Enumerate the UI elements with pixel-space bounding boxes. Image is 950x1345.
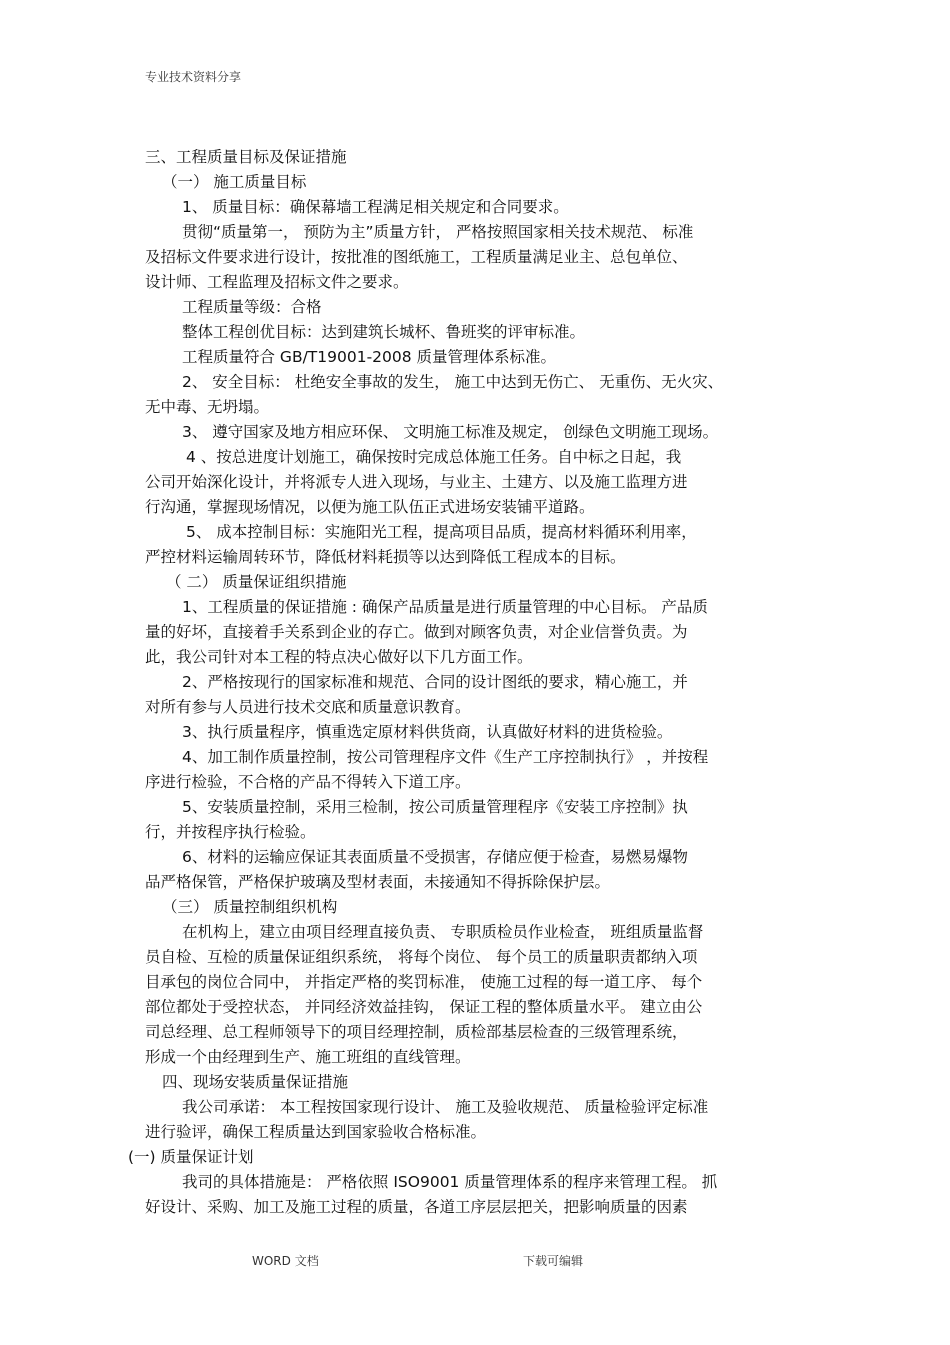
paragraph-line: 我司的具体措施是： 严格依照 ISO9001 质量管理体系的程序来管理工程。 抓 <box>182 1173 718 1191</box>
paragraph-line: 好设计、采购、加工及施工过程的质量，各道工序层层把关，把影响质量的因素 <box>145 1198 688 1216</box>
paragraph-line: 5、安装质量控制，采用三检制，按公司质量管理程序《安装工序控制》执 <box>182 798 688 816</box>
page-header: 专业技术资料分享 <box>145 70 242 84</box>
paragraph-line: 序进行检验，不合格的产品不得转入下道工序。 <box>145 773 471 791</box>
paragraph-line: 公司开始深化设计，并将派专人进入现场，与业主、土建方、以及施工监理方进 <box>145 473 688 491</box>
subsection-heading: （ 二） 质量保证组织措施 <box>166 573 347 591</box>
paragraph-line: 行沟通，掌握现场情况，以便为施工队伍正式进场安装铺平道路。 <box>145 498 595 516</box>
paragraph-line: 无中毒、无坍塌。 <box>145 398 270 416</box>
paragraph-line: 1、工程质量的保证措施 : 确保产品质量是进行质量管理的中心目标。 产品质 <box>182 598 708 616</box>
paragraph-line: 进行验评，确保工程质量达到国家验收合格标准。 <box>145 1123 487 1141</box>
paragraph-line: 严控材料运输周转环节，降低材料耗损等以达到降低工程成本的目标。 <box>145 548 626 566</box>
subsection-heading: （三） 质量控制组织机构 <box>162 898 338 916</box>
footer-right: 下载可编辑 <box>523 1254 584 1268</box>
paragraph-line: 司总经理、总工程师领导下的项目经理控制，质检部基层检查的三级管理系统， <box>145 1023 688 1041</box>
paragraph-line: 3、 遵守国家及地方相应环保、 文明施工标准及规定， 创绿色文明施工现场。 <box>182 423 719 441</box>
paragraph-line: 贯彻“质量第一， 预防为主”质量方针， 严格按照国家相关技术规范、 标准 <box>182 223 694 241</box>
paragraph-line: 工程质量符合 GB/T19001-2008 质量管理体系标准。 <box>182 348 557 366</box>
paragraph-line: 品严格保管，严格保护玻璃及型材表面，未接通知不得拆除保护层。 <box>145 873 611 891</box>
paragraph-line: 对所有参与人员进行技术交底和质量意识教育。 <box>145 698 471 716</box>
paragraph-line: 整体工程创优目标：达到建筑长城杯、鲁班奖的评审标准。 <box>182 323 586 341</box>
paragraph-line: 我公司承诺： 本工程按国家现行设计、 施工及验收规范、 质量检验评定标准 <box>182 1098 709 1116</box>
paragraph-line: 此，我公司针对本工程的特点决心做好以下几方面工作。 <box>145 648 533 666</box>
section-heading: 三、工程质量目标及保证措施 <box>145 148 347 166</box>
paragraph-line: 工程质量等级：合格 <box>182 298 322 316</box>
paragraph-line: 1、 质量目标：确保幕墙工程满足相关规定和合同要求。 <box>182 198 569 216</box>
paragraph-line: 4、加工制作质量控制，按公司管理程序文件《生产工序控制执行》 ，并按程 <box>182 748 709 766</box>
subsection-heading: (一) 质量保证计划 <box>128 1148 254 1166</box>
paragraph-line: 量的好坏，直接着手关系到企业的存亡。做到对顾客负责，对企业信誉负责。为 <box>145 623 688 641</box>
paragraph-line: 6、材料的运输应保证其表面质量不受损害，存储应便于检查，易燃易爆物 <box>182 848 688 866</box>
paragraph-line: 及招标文件要求进行设计，按批准的图纸施工，工程质量满足业主、总包单位、 <box>145 248 688 266</box>
paragraph-line: 设计师、工程监理及招标文件之要求。 <box>145 273 409 291</box>
paragraph-line: 5、 成本控制目标：实施阳光工程，提高项目品质，提高材料循环利用率， <box>186 523 697 541</box>
paragraph-line: 3、执行质量程序，慎重选定原材料供货商，认真做好材料的进货检验。 <box>182 723 673 741</box>
paragraph-line: 目承包的岗位合同中， 并指定严格的奖罚标准， 使施工过程的每一道工序、 每个 <box>145 973 703 991</box>
section-heading: 四、现场安装质量保证措施 <box>162 1073 349 1091</box>
subsection-heading: （一） 施工质量目标 <box>162 173 307 191</box>
paragraph-line: 4 、按总进度计划施工，确保按时完成总体施工任务。自中标之日起，我 <box>186 448 682 466</box>
paragraph-line: 部位都处于受控状态， 并同经济效益挂钩， 保证工程的整体质量水平。 建立由公 <box>145 998 703 1016</box>
paragraph-line: 2、严格按现行的国家标准和规范、合同的设计图纸的要求，精心施工，并 <box>182 673 688 691</box>
paragraph-line: 行，并按程序执行检验。 <box>145 823 316 841</box>
paragraph-line: 形成一个由经理到生产、施工班组的直线管理。 <box>145 1048 471 1066</box>
paragraph-line: 2、 安全目标： 杜绝安全事故的发生， 施工中达到无伤亡、 无重伤、无火灾、 <box>182 373 724 391</box>
footer-left: WORD 文档 <box>252 1254 319 1268</box>
paragraph-line: 在机构上，建立由项目经理直接负责、 专职质检员作业检查， 班组质量监督 <box>182 923 704 941</box>
paragraph-line: 员自检、互检的质量保证组织系统， 将每个岗位、 每个员工的质量职责都纳入项 <box>145 948 698 966</box>
